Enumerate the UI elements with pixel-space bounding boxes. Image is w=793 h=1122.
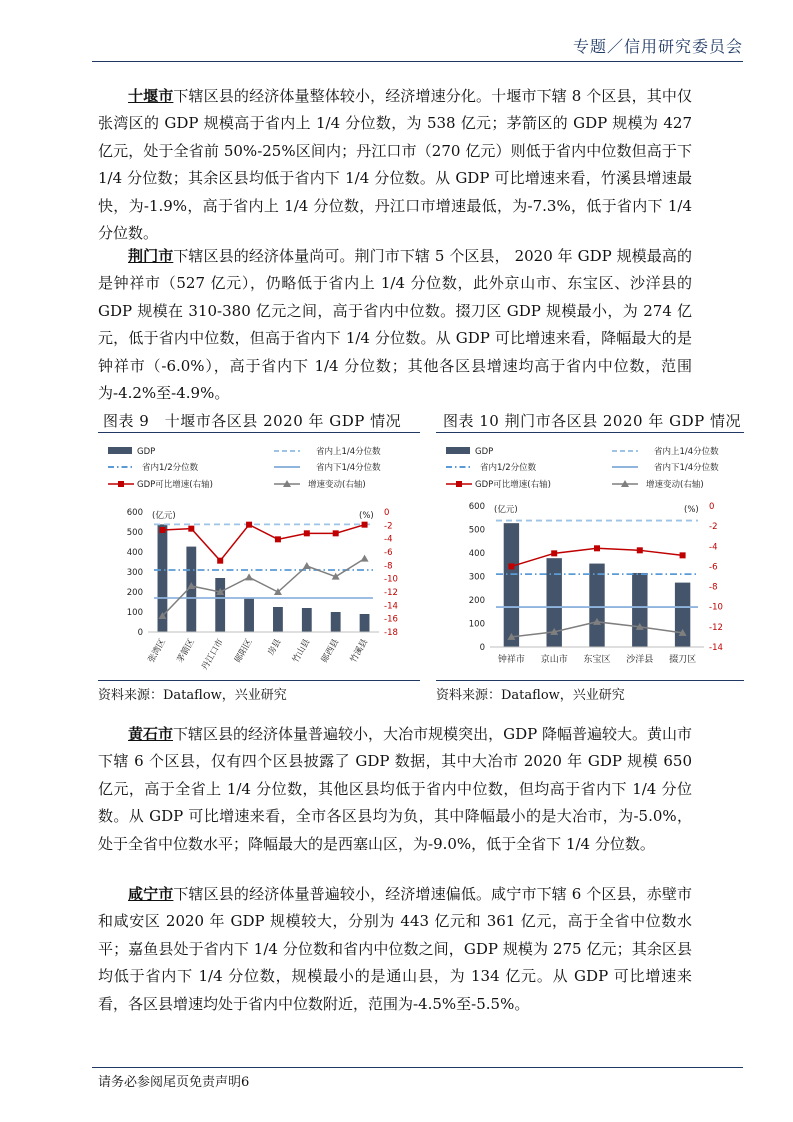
gdp-bar [632, 573, 647, 647]
x-tick-label: 京山市 [540, 655, 568, 665]
gdp-bar [504, 523, 519, 647]
legend-upper-label: 省内上1/4分位数 [654, 447, 719, 457]
growth-point [217, 558, 223, 564]
legend-change-label: 增速变动(右轴) [308, 480, 366, 490]
growth-point [188, 526, 194, 532]
y-axis-unit-label: (亿元) [152, 511, 176, 521]
y-tick-label: 300 [126, 568, 143, 578]
footer-disclaimer: 请务必参阅尾页免责声明6 [98, 1075, 250, 1090]
figure-9-source: 资料来源：Dataflow，兴业研究 [98, 688, 287, 703]
y2-axis-unit-label: (%) [684, 505, 699, 515]
paragraph-body: 下辖区县的经济体量普遍较小，大冶市规模突出，GDP 降幅普遍较大。黄山市下辖 6 个区县，仅有四个区县披露了 GDP 数据，其中大冶市 2020 年 GDP 规模 650 亿元，高于全省上 1/4 分位数，其他区县均低于省内中位数，但均高于省内下 1/4 分位数。从 GDP 可比增速来看，全市各区县均为负，其中降幅最小的是大冶市，为-5.0%，处于全省中位数水平；降幅最大的是西塞山区，为-9.0%，低于全省下 1/4 分位数。 [98, 725, 692, 853]
legend-median-label: 省内1/2分位数 [480, 463, 537, 473]
footer-divider [92, 1067, 743, 1068]
figure-10-source: 资料来源：Dataflow，兴业研究 [436, 688, 625, 703]
header-title: 专题／信用研究委员会 [572, 37, 743, 56]
x-tick-label: 竹溪县 [348, 637, 371, 665]
legend-gdp-label: GDP [475, 447, 494, 457]
y-tick-label: 200 [468, 596, 485, 606]
legend-upper-label: 省内上1/4分位数 [316, 447, 381, 457]
x-tick-label: 房县 [266, 637, 284, 658]
y2-tick-label: -6 [709, 562, 718, 573]
figure-9-top-rule [98, 432, 420, 433]
y-tick-label: 100 [126, 608, 143, 618]
paragraph-xianning [98, 881, 692, 1018]
paragraph-body: 下辖区县的经济体量尚可。荆门市下辖 5 个区县， 2020 年 GDP 规模最高的是钟祥市（527 亿元），仍略低于省内上 1/4 分位数，此外京山市、东宝区、沙洋县的 GDP 规模在 310-380 亿元之间，高于省内中位数。掇刀区 GDP 规模最小，为 274 亿元，低于省内中位数，但高于省内下 1/4 分位数。从 GDP 可比增速来看，降幅最大的是钟祥市（-6.0%），高于省内下 1/4 分位数；其他各区县增速均高于省内中位数，范围为-4.2%至-4.9%。 [98, 247, 692, 403]
change-point [361, 555, 369, 562]
legend-median-label: 省内1/2分位数 [142, 463, 199, 473]
y-tick-label: 300 [468, 572, 485, 583]
y2-tick-label: -6 [384, 548, 393, 558]
growth-point [594, 545, 600, 551]
x-tick-label: 东宝区 [583, 655, 611, 665]
gdp-bar [360, 614, 370, 632]
y-tick-label: 0 [479, 643, 485, 653]
legend-gdp-swatch [446, 447, 470, 454]
y-tick-label: 400 [468, 549, 485, 559]
y2-tick-label: 0 [384, 508, 390, 518]
y2-tick-label: -14 [384, 601, 398, 612]
y-tick-label: 200 [126, 588, 143, 598]
y-tick-label: 0 [137, 628, 143, 638]
y-tick-label: 600 [126, 508, 143, 518]
paragraph-huangshi [98, 721, 692, 858]
y2-tick-label: -4 [384, 534, 393, 545]
x-tick-label: 竹山县 [290, 637, 313, 665]
figure-9-caption: 图表 9 十堰市各区县 2020 年 GDP 情况 [103, 412, 402, 430]
figure-10-bottom-rule [436, 680, 744, 681]
y-tick-label: 100 [468, 619, 485, 630]
change-point [245, 573, 253, 580]
figure-10-chart [436, 436, 744, 678]
growth-point [508, 563, 514, 569]
legend-change-label: 增速变动(右轴) [646, 480, 704, 490]
gdp-bar [244, 598, 254, 632]
paragraph-jingmen [98, 243, 692, 407]
growth-point [362, 522, 368, 528]
legend-lower-label: 省内下1/4分位数 [316, 463, 381, 473]
growth-point [637, 547, 643, 553]
gdp-bar [273, 607, 283, 632]
gdp-bar [302, 608, 312, 632]
gdp-bar [331, 612, 341, 632]
header-divider [92, 61, 743, 62]
figure-9-chart [98, 436, 420, 678]
growth-point [680, 552, 686, 558]
growth-point [304, 530, 310, 536]
paragraph-shiyan [98, 83, 692, 247]
x-tick-label: 钟祥市 [497, 655, 525, 665]
y2-tick-label: -8 [384, 561, 393, 572]
legend-growth-label: GDP可比增速(右轴) [137, 480, 213, 490]
x-tick-label: 郧西县 [319, 637, 342, 665]
y2-tick-label: -10 [384, 574, 398, 585]
y-tick-label: 400 [126, 548, 143, 558]
gdp-bar [675, 583, 690, 647]
y-axis-unit-label: (亿元) [494, 505, 518, 515]
paragraph-body: 下辖区县的经济体量整体较小，经济增速分化。十堰市下辖 8 个区县，其中仅张湾区的 GDP 规模高于省内上 1/4 分位数，为 538 亿元；茅箭区的 GDP 规模为 427 亿元，处于全省前 50%-25%区间内；丹江口市（270 亿元）则低于省内中位数但高于下 1/4 分位数；其余区县均低于省内下 1/4 分位数。从 GDP 可比增速来看，竹溪县增速最快，为-1.9%，高于省内上 1/4 分位数，丹江口市增速最低，为-7.3%，低于省内下 1/4 分位数。 [98, 87, 692, 243]
y2-tick-label: 0 [709, 502, 715, 512]
y2-tick-label: -18 [384, 628, 398, 638]
gdp-bar [589, 564, 604, 647]
x-tick-label: 掇刀区 [669, 655, 697, 665]
y-tick-label: 500 [468, 525, 485, 536]
x-tick-label: 丹江口市 [200, 637, 226, 672]
paragraph-body: 下辖区县的经济体量普遍较小，经济增速偏低。咸宁市下辖 6 个区县，赤壁市和咸安区 2020 年 GDP 规模较大，分别为 443 亿元和 361 亿元，高于全省中位数水平；嘉鱼县处于省内下 1/4 分位数和省内中位数之间，GDP 规模为 275 亿元；其余区县均低于省内下 1/4 分位数，规模最小的是通山县，为 134 亿元。从 GDP 可比增速来看，各区县增速均处于省内中位数附近，范围为-4.5%至-5.5%。 [98, 885, 692, 1013]
growth-point [333, 530, 339, 536]
y2-tick-label: -2 [384, 521, 393, 532]
y2-tick-label: -12 [384, 588, 398, 598]
y2-tick-label: -4 [709, 542, 718, 553]
y2-axis-unit-label: (%) [359, 511, 374, 521]
gdp-bar [215, 578, 225, 632]
y2-tick-label: -16 [384, 614, 398, 625]
figure-10-caption: 图表 10 荆门市各区县 2020 年 GDP 情况 [443, 412, 741, 430]
legend-lower-label: 省内下1/4分位数 [654, 463, 719, 473]
growth-point [275, 536, 281, 542]
chart-jingmen-gdp [436, 436, 744, 678]
x-tick-label: 郧阳区 [233, 637, 255, 665]
figure-9-bottom-rule [98, 680, 420, 681]
y2-tick-label: -2 [709, 522, 718, 533]
y-tick-label: 500 [126, 528, 143, 538]
legend-gdp-swatch [108, 447, 132, 454]
growth-point [159, 527, 165, 533]
x-tick-label: 沙洋县 [626, 655, 654, 665]
y2-tick-label: -10 [709, 602, 723, 613]
growth-point [551, 550, 557, 556]
y2-tick-label: -14 [709, 643, 723, 653]
x-tick-label: 张湾区 [146, 637, 169, 665]
legend-growth-marker [456, 481, 462, 487]
paragraph-highlight: 咸宁市 [128, 885, 174, 903]
y2-tick-label: -12 [709, 622, 723, 633]
chart-shiyan-gdp [98, 436, 420, 678]
growth-point [246, 522, 252, 528]
paragraph-highlight: 荆门市 [128, 247, 174, 265]
y-tick-label: 600 [468, 502, 485, 512]
y2-tick-label: -8 [709, 582, 718, 593]
change-point [303, 562, 311, 569]
legend-growth-marker [118, 481, 124, 487]
paragraph-highlight: 黄石市 [128, 725, 174, 743]
x-tick-label: 茅箭区 [175, 637, 197, 665]
figure-10-top-rule [436, 432, 744, 433]
paragraph-highlight: 十堰市 [128, 87, 174, 105]
legend-growth-label: GDP可比增速(右轴) [475, 480, 551, 490]
legend-gdp-label: GDP [137, 447, 156, 457]
